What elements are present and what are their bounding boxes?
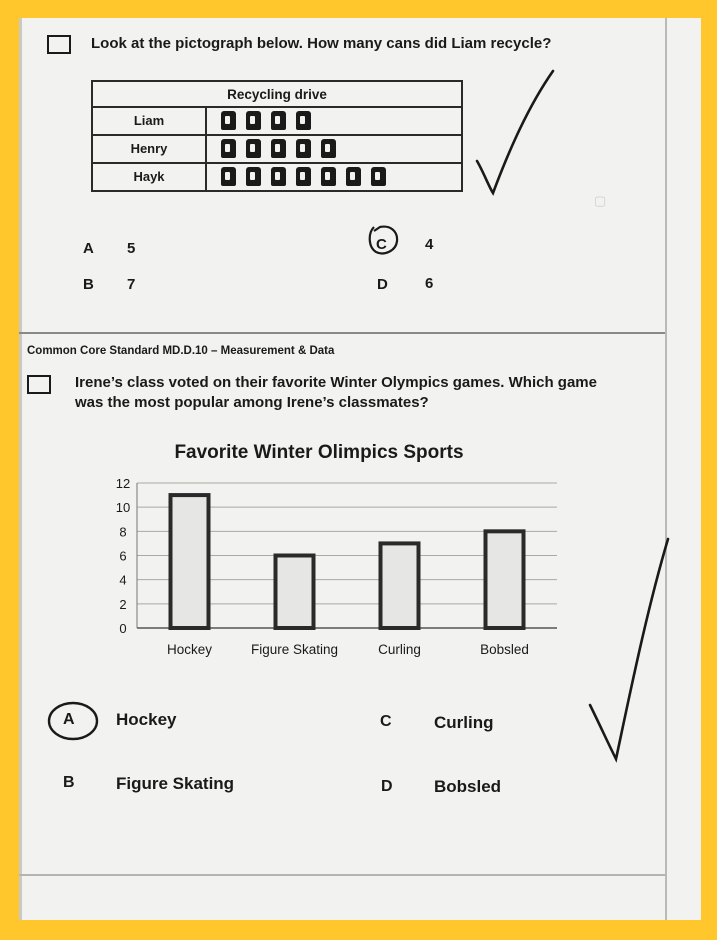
bar [486,531,524,628]
y-tick-label: 12 [115,476,131,491]
x-category-label: Curling [378,642,421,657]
option-c-letter[interactable]: C [376,236,387,253]
selection-circle-icon [366,221,402,257]
section-divider [19,332,665,334]
pictograph-row-label: Liam [133,113,165,128]
can-icon [271,111,286,130]
selection-circle-icon [46,699,104,743]
pictograph-table [91,80,463,192]
option-b-letter[interactable]: B [63,774,75,791]
can-icons [221,167,386,187]
column-divider [665,18,667,920]
can-icon [221,167,236,186]
checkmark-icon [469,63,559,203]
question1-checkbox[interactable] [47,35,71,54]
option-d-value[interactable]: Bobsled [434,777,502,796]
pictograph-separator [205,164,207,190]
option-b-letter[interactable]: B [83,276,94,293]
can-icon [221,139,236,158]
x-category-label: Figure Skating [250,642,339,657]
y-tick-label: 10 [115,500,131,516]
can-icon [246,139,261,158]
chart-title: Favorite Winter Olimpics Sports [174,442,464,463]
pictograph-row-hayk [93,162,461,190]
y-tick-label: 6 [119,548,127,564]
can-icon [371,167,386,186]
bar [381,543,419,628]
page-edge [19,18,22,920]
bottom-divider [19,874,665,876]
option-a-letter[interactable]: A [63,711,75,728]
can-icons [221,139,336,159]
option-d-letter[interactable]: D [381,778,393,795]
x-category-label: Hockey [166,642,213,657]
can-icon [246,167,261,186]
bar [171,495,209,628]
can-icon [296,167,311,186]
option-a-value[interactable]: Hockey [116,710,177,729]
option-a-letter[interactable]: A [83,240,94,257]
bar-chart [89,436,559,666]
question2-line1: Irene’s class voted on their favorite Winter Olympics games. Which game [75,374,597,391]
option-c-value[interactable]: Curling [434,713,494,732]
bleed-through-mark: ▢ [594,193,607,208]
option-c-letter[interactable]: C [380,713,392,730]
bar [276,556,314,629]
pictograph-row-henry [93,134,461,162]
pictograph-separator [205,136,207,162]
y-tick-label: 2 [119,596,127,612]
option-d-value[interactable]: 6 [425,275,434,292]
worksheet-page [19,18,701,920]
pictograph-separator [205,108,207,134]
y-tick-label: 4 [119,572,127,588]
y-tick-label: 8 [119,524,127,540]
option-c-value[interactable]: 4 [425,236,434,253]
can-icon [271,167,286,186]
y-tick-label: 0 [119,621,127,636]
can-icon [271,139,286,158]
pictograph-row-liam [93,106,461,134]
pictograph-title: Recycling drive [227,87,327,102]
option-d-letter[interactable]: D [377,276,388,293]
can-icon [321,139,336,158]
can-icon [296,111,311,130]
pictograph-row-label: Henry [130,141,168,156]
can-icon [296,139,311,158]
can-icons [221,111,311,131]
can-icon [221,111,236,130]
can-icon [246,111,261,130]
question2-checkbox[interactable] [27,375,51,394]
can-icon [321,167,336,186]
x-category-label: Bobsled [480,642,529,657]
option-a-value[interactable]: 5 [127,240,136,257]
question1-text: Look at the pictograph below. How many cans did Liam recycle? [91,35,552,52]
question2-line2: was the most popular among Irene’s classmates? [75,394,429,411]
standard-label: Common Core Standard MD.D.10 – Measurement & Data [27,345,335,357]
option-b-value[interactable]: Figure Skating [116,774,235,793]
checkmark-icon [584,533,674,773]
pictograph-row-label: Hayk [133,169,165,184]
option-b-value[interactable]: 7 [127,276,136,293]
can-icon [346,167,361,186]
